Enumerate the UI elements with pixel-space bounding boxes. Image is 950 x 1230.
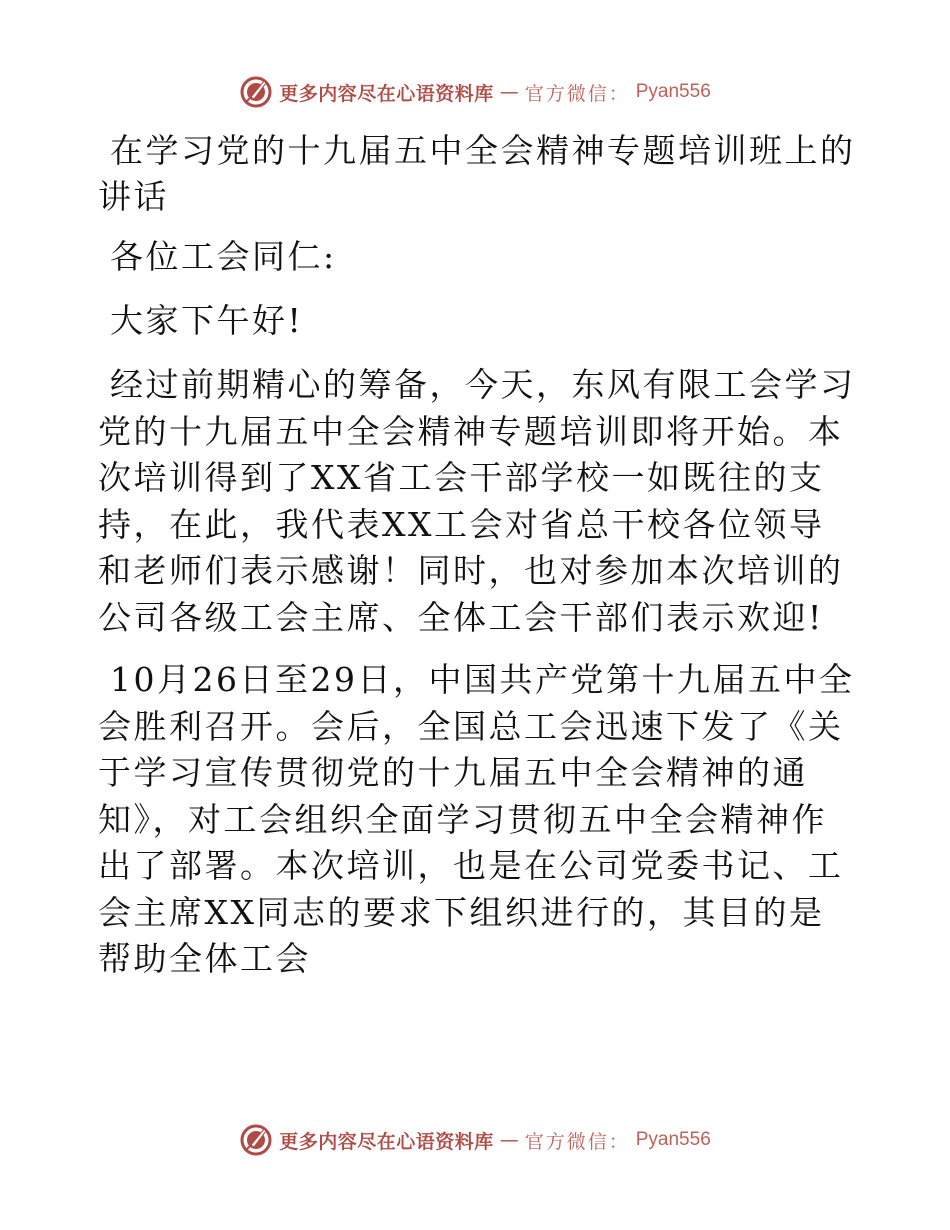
greeting-colleagues: 各位工会同仁: — [110, 237, 337, 276]
watermark-site-name: 更多内容尽在心语资料库 — [279, 82, 494, 105]
paragraph: 10月26日至29日，中国共产党第十九届五中全会胜利召开。会后，全国总工会迅速下发了《关于学习宣传贯彻党的十九届五中全会精神的通知》，对工会组织全面学习贯彻五中全会精神作出了部署。本次培训，也是在公司党委书记、工会主席XX同志的要求下组织进行的，其目的是帮助全体工会 — [98, 660, 855, 978]
watermark-separator: — — [499, 1129, 519, 1151]
watermark-separator: — — [499, 81, 519, 103]
watermark-header — [0, 72, 950, 112]
quill-logo-icon — [239, 75, 273, 109]
watermark-wechat-id: Pyan556 — [635, 81, 711, 102]
watermark-site-name: 更多内容尽在心语资料库 — [279, 1130, 494, 1153]
watermark-footer — [0, 1120, 950, 1160]
paragraph: 经过前期精心的筹备，今天，东风有限工会学习党的十九届五中全会精神专题培训即将开始。本次培训得到了XX省工会干部学校一如既往的支持，在此，我代表XX工会对省总干校各位领导和老师们表示感谢！同时，也对参加本次培训的公司各级工会主席、全体工会干部们表示欢迎! — [98, 365, 856, 637]
document-body — [98, 128, 858, 983]
watermark-wechat-id: Pyan556 — [635, 1129, 711, 1150]
greeting-afternoon: 大家下午好! — [110, 301, 304, 340]
document-title: 在学习党的十九届五中全会精神专题培训班上的讲话 — [98, 131, 856, 216]
quill-logo-icon — [239, 1123, 273, 1157]
watermark-official-label: 官方微信： — [524, 1130, 630, 1153]
watermark-official-label: 官方微信： — [524, 82, 630, 105]
